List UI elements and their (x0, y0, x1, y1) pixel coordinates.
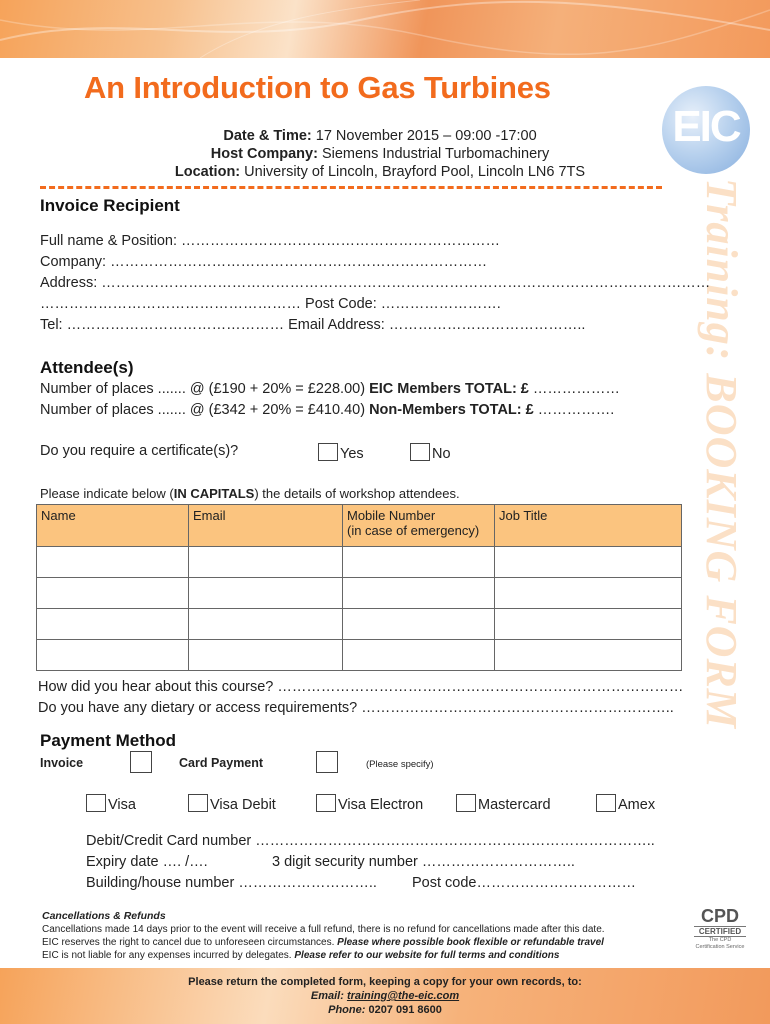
page-title: An Introduction to Gas Turbines (84, 70, 551, 105)
card-payment-checkbox[interactable] (316, 751, 338, 773)
address-field[interactable]: Address: ……………………………………………………………………………………………………………… (40, 275, 711, 291)
card-visa-debit[interactable]: Visa Debit (188, 794, 276, 813)
certificate-question: Do you require a certificate(s)? (40, 443, 239, 459)
header-banner (0, 0, 770, 58)
cancellations-line-1: Cancellations made 14 days prior to the event will receive a full refund, there is no refund for cancellations made after this date. (42, 924, 605, 935)
info-date: Date & Time: 17 November 2015 – 09:00 -17:00 (223, 128, 537, 144)
col-mobile: Mobile Number (in case of emergency) (343, 505, 495, 547)
invoice-label: Invoice (40, 756, 84, 770)
col-job-title: Job Title (495, 505, 682, 547)
hear-about-field[interactable]: How did you hear about this course? ………………………………………………………………………… (38, 679, 684, 695)
card-visa[interactable]: Visa (86, 794, 136, 813)
company-field[interactable]: Company: …………………………………………………………………… (40, 254, 488, 270)
dashed-divider (40, 186, 662, 189)
amex-checkbox[interactable] (596, 794, 616, 812)
table-row[interactable] (37, 547, 682, 578)
table-row[interactable] (37, 609, 682, 640)
eic-logo (662, 86, 750, 174)
card-payment-label: Card Payment (179, 756, 264, 770)
mastercard-checkbox[interactable] (456, 794, 476, 812)
card-postcode-field[interactable]: Post code…………………………… (412, 875, 636, 891)
building-field[interactable]: Building/house number ……………………….. (86, 875, 377, 891)
col-email: Email (189, 505, 343, 547)
invoice-heading: Invoice Recipient (40, 196, 180, 215)
full-name-field[interactable]: Full name & Position: ………………………………………………………… (40, 233, 501, 249)
yes-checkbox[interactable] (318, 443, 338, 461)
info-host: Host Company: Siemens Industrial Turbomachinery (210, 146, 550, 162)
indicate-note: Please indicate below (IN CAPITALS) the details of workshop attendees. (40, 486, 460, 501)
table-header-row (37, 505, 682, 547)
visa-electron-checkbox[interactable] (316, 794, 336, 812)
table-row[interactable] (37, 640, 682, 671)
eic-logo-text: EIC (672, 102, 740, 151)
invoice-checkbox[interactable] (130, 751, 152, 773)
security-field[interactable]: 3 digit security number ………………………….. (272, 854, 575, 870)
footer-banner (0, 968, 770, 1024)
table-row[interactable] (37, 578, 682, 609)
footer-phone: Phone: 0207 091 8600 (328, 1004, 442, 1016)
no-checkbox[interactable] (410, 443, 430, 461)
attendees-heading: Attendee(s) (40, 358, 134, 377)
footer-email: Email: training@the-eic.com (310, 990, 460, 1002)
card-visa-electron[interactable]: Visa Electron (316, 794, 423, 813)
side-watermark-text: Training: BOOKING FORM (697, 178, 746, 729)
visa-checkbox[interactable] (86, 794, 106, 812)
cpd-certified-logo: CPD CERTIFIED The CPD Certification Service (695, 906, 745, 950)
return-note: Please return the completed form, keeping a copy for your own records, to: (188, 976, 582, 988)
members-places[interactable]: Number of places ....... @ (£190 + 20% = £228.00) EIC Members TOTAL: £ ……………… (40, 381, 620, 397)
card-number-field[interactable]: Debit/Credit Card number ……………………………………………………………………….. (86, 833, 655, 849)
cancellations-heading: Cancellations & Refunds (42, 910, 166, 922)
postcode-field[interactable]: ……………………………………………… Post Code: ……………………. (40, 296, 501, 312)
certificate-no[interactable]: No (410, 443, 451, 462)
tel-email-field[interactable]: Tel: ……………………………………… Email Address: ………………………………….. (40, 317, 586, 333)
please-specify: (Please specify) (366, 759, 434, 770)
card-mastercard[interactable]: Mastercard (456, 794, 551, 813)
payment-heading: Payment Method (40, 731, 177, 750)
nonmembers-places[interactable]: Number of places ....... @ (£342 + 20% = £410.40) Non-Members TOTAL: £ ……………. (40, 402, 615, 418)
visa-debit-checkbox[interactable] (188, 794, 208, 812)
expiry-field[interactable]: Expiry date …. /…. (86, 854, 208, 870)
cancellations-line-2: EIC reserves the right to cancel due to unforeseen circumstances. Please where possible book flexible or refundable travel (42, 937, 604, 948)
col-name: Name (37, 505, 189, 547)
certificate-yes[interactable]: Yes (318, 443, 364, 462)
attendee-table (36, 504, 682, 671)
side-watermark (699, 178, 759, 738)
info-location: Location: University of Lincoln, Brayford Pool, Lincoln LN6 7TS (174, 164, 586, 180)
cancellations-line-3: EIC is not liable for any expenses incurred by delegates. Please refer to our website for full terms and conditions (42, 950, 560, 961)
email-link[interactable]: training@the-eic.com (346, 990, 460, 1002)
card-amex[interactable]: Amex (596, 794, 655, 813)
dietary-field[interactable]: Do you have any dietary or access requirements? ……………………………………………………….. (38, 700, 674, 716)
